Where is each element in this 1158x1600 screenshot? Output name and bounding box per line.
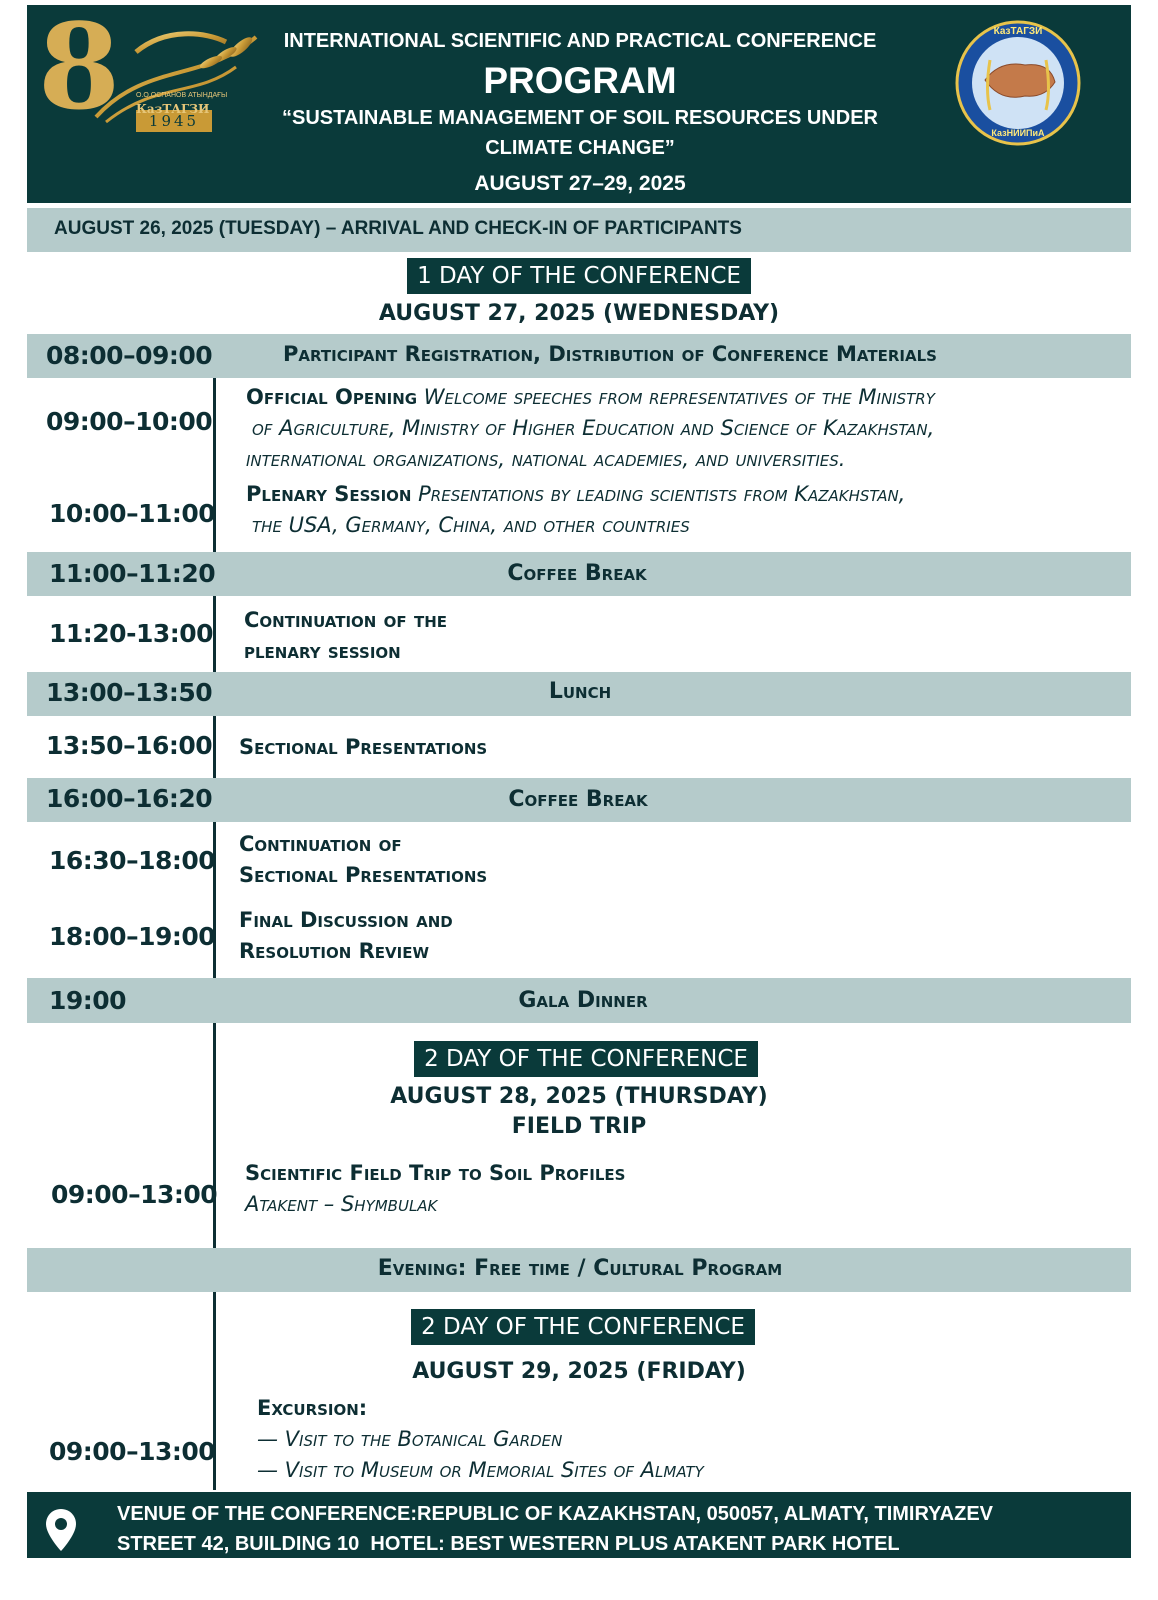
conference-dates: AUGUST 27–29, 2025 (474, 172, 686, 195)
lunch-time: 13:00–13:50 (46, 678, 213, 707)
coffee1-label: Coffee Break (507, 561, 647, 586)
gala-label: Gala Dinner (518, 988, 648, 1013)
final-line1: Final Discussion and (239, 908, 453, 932)
day1-header (0, 258, 1158, 294)
arrival-text: AUGUST 26, 2025 (TUESDAY) – ARRIVAL AND CHECK-IN OF PARTICIPANTS (54, 218, 742, 239)
day2-sub: FIELD TRIP (511, 1114, 647, 1139)
plenary-block (246, 479, 1126, 541)
final-line2: Resolution Review (239, 939, 430, 963)
opening-desc-1: Welcome speeches from representatives of the Ministry (423, 385, 935, 409)
trip-desc: Atakent – Shymbulak (245, 1192, 438, 1216)
trip-title: Scientific Field Trip to Soil Profiles (245, 1161, 626, 1185)
cont-sectional-time: 16:30–18:00 (49, 846, 216, 875)
page-title: PROGRAM (483, 60, 677, 101)
coffee2-time: 16:00–16:20 (46, 784, 213, 813)
excursion-item-2: — Visit to Museum or Memorial Sites of Almaty (257, 1458, 704, 1482)
day3-header (0, 1309, 1158, 1345)
trip-time: 09:00–13:00 (51, 1180, 218, 1209)
coffee2-label: Coffee Break (508, 787, 648, 812)
anniversary-logo (36, 0, 266, 142)
sectional-label (239, 732, 487, 763)
venue-line2: STREET 42, BUILDING 10 HOTEL: BEST WESTERN PLUS ATAKENT PARK HOTEL (117, 1533, 900, 1555)
final-block (239, 905, 453, 967)
excursion-block (257, 1393, 704, 1486)
day1-date: AUGUST 27, 2025 (WEDNESDAY) (378, 301, 780, 326)
continuation-time: 11:20-13:00 (49, 619, 214, 648)
location-pin-icon (44, 1508, 78, 1557)
day2-date: AUGUST 28, 2025 (THURSDAY) (390, 1084, 768, 1109)
logo-year: 1945 (148, 112, 200, 130)
institute-emblem (955, 20, 1081, 146)
day2-header (0, 1041, 1158, 1077)
day1-badge: 1 DAY OF THE CONFERENCE (407, 258, 751, 294)
plenary-time: 10:00–11:00 (49, 499, 216, 528)
plenary-desc-2: the USA, Germany, China, and other countries (252, 513, 690, 537)
continuation-line2: plenary session (244, 639, 401, 663)
registration-time: 08:00–09:00 (46, 341, 213, 370)
gala-time: 19:00 (49, 986, 127, 1015)
coffee1-time: 11:00–11:20 (49, 559, 216, 588)
logo-subtitle: О.О.ОСПАНОВ АТЫНДАҒЫ (136, 92, 228, 99)
excursion-title: Excursion: (257, 1396, 368, 1420)
conference-theme-line1: “SUSTAINABLE MANAGEMENT OF SOIL RESOURCES UNDER (282, 107, 878, 129)
opening-block (246, 382, 1126, 475)
conference-type: INTERNATIONAL SCIENTIFIC AND PRACTICAL CONFERENCE (283, 30, 877, 52)
opening-title: Official Opening (246, 385, 418, 409)
logo-number: 8 (38, 0, 121, 136)
logo-org: КазТАГЗИ (136, 102, 210, 116)
timeline-divider (213, 716, 216, 778)
day3-date: AUGUST 29, 2025 (FRIDAY) (412, 1359, 746, 1384)
final-time: 18:00–19:00 (49, 922, 216, 951)
trip-block (245, 1158, 625, 1220)
sectional-title: Sectional Presentations (239, 735, 488, 759)
excursion-item-1: — Visit to the Botanical Garden (257, 1427, 563, 1451)
excursion-time: 09:00–13:00 (49, 1437, 216, 1466)
evening-label: Evening: Free time / Cultural Program (377, 1256, 783, 1281)
conference-theme-line2: CLIMATE CHANGE” (485, 137, 675, 159)
timeline-divider (213, 596, 216, 672)
lunch-label: Lunch (548, 679, 612, 704)
day3-badge: 2 DAY OF THE CONFERENCE (411, 1309, 755, 1345)
opening-desc-2: of Agriculture, Ministry of Higher Education and Science of Kazakhstan, (252, 416, 935, 440)
plenary-desc-1: Presentations by leading scientists from Kazakhstan, (418, 482, 906, 506)
cont-sectional-line2: Sectional Presentations (239, 863, 488, 887)
emblem-top-text: КазТАГЗИ (993, 26, 1043, 37)
cont-sectional-line1: Continuation of (239, 832, 402, 856)
cont-sectional-block (239, 829, 487, 891)
continuation-line1: Continuation of the (244, 608, 448, 632)
venue-line1: VENUE OF THE CONFERENCE:REPUBLIC OF KAZAKHSTAN, 050057, ALMATY, TIMIRYAZEV (117, 1503, 994, 1525)
plenary-title: Plenary Session (246, 482, 412, 506)
emblem-bottom-text: КазНИИПиА (991, 128, 1045, 138)
opening-desc-3: international organizations, national academies, and universities. (246, 447, 846, 471)
continuation-block (244, 605, 447, 667)
registration-label: Participant Registration, Distribution of Conference Materials (283, 342, 937, 366)
day2-badge: 2 DAY OF THE CONFERENCE (414, 1041, 758, 1077)
opening-time: 09:00–10:00 (46, 407, 213, 436)
sectional-time: 13:50–16:00 (46, 731, 213, 760)
